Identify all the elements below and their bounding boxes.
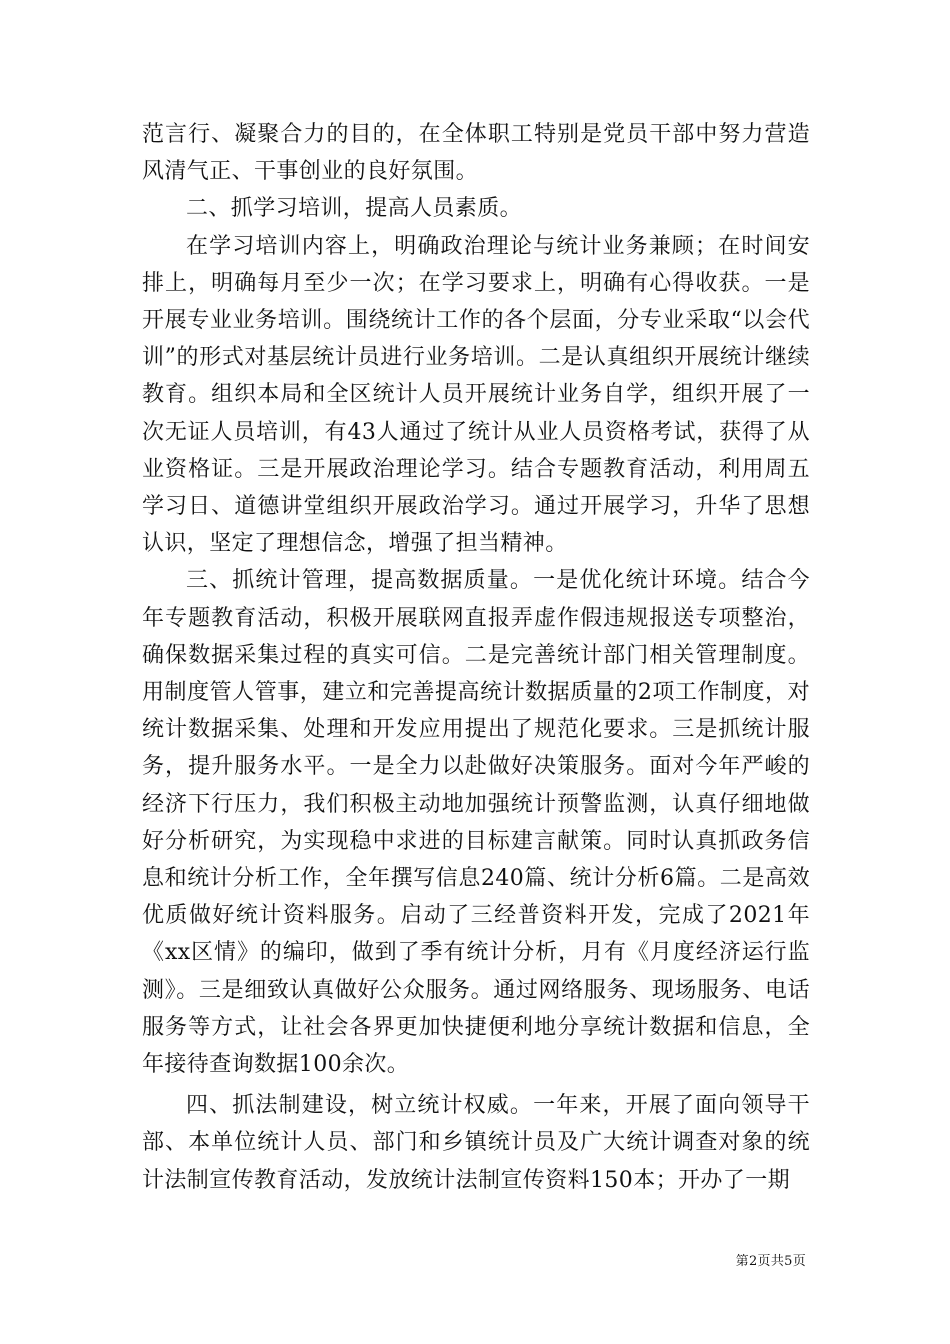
paragraph-management: 三、抓统计管理，提高数据质量。一是优化统计环境。结合今年专题教育活动，积极开展联网直报弄虚作假违规报送专项整治，确保数据采集过程的真实可信。二是完善统计部门相关管理制度。用制度管人管事，建立和完善提高统计数据质量的2项工作制度，对统计数据采集、处理和开发应用提出了规范化要求。三是抓统计服务，提升服务水平。一是全力以赴做好决策服务。面对今年严峻的经济下行压力，我们积极主动地加强统计预警监测，认真仔细地做好分析研究，为实现稳中求进的目标建言献策。同时认真抓政务信息和统计分析工作，全年撰写信息240篇、统计分析6篇。二是高效优质做好统计资料服务。启动了三经普资料开发，完成了2021年《xx区情》的编印，做到了季有统计分析，月有《月度经济运行监测》。三是细致认真做好公众服务。通过网络服务、现场服务、电话服务等方式，让社会各界更加快捷便利地分享统计数据和信息，全年接待查询数据100余次。 bbox=[142, 568, 810, 1078]
paragraph-legal: 四、抓法制建设，树立统计权威。一年来，开展了面向领导干部、本单位统计人员、部门和乡镇统计员及广大统计调查对象的统计法制宣传教育活动，发放统计法制宣传资料150本；开办了一期 bbox=[142, 1093, 810, 1193]
section-heading-two: 二、抓学习培训，提高人员素质。 bbox=[186, 196, 523, 222]
document-body bbox=[142, 116, 810, 1199]
paragraph-training: 在学习培训内容上，明确政治理论与统计业务兼顾；在时间安排上，明确每月至少一次；在学习要求上，明确有心得收获。一是开展专业业务培训。围绕统计工作的各个层面，分专业采取“以会代训”的形式对基层统计员进行业务培训。二是认真组织开展统计继续教育。组织本局和全区统计人员开展统计业务自学，组织开展了一次无证人员培训，有43人通过了统计从业人员资格考试，获得了从业资格证。三是开展政治理论学习。结合专题教育活动，利用周五学习日、道德讲堂组织开展政治学习。通过开展学习，升华了思想认识，坚定了理想信念，增强了担当精神。 bbox=[142, 233, 810, 557]
paragraph-continuation: 范言行、凝聚合力的目的，在全体职工特别是党员干部中努力营造风清气正、干事创业的良好氛围。 bbox=[142, 122, 810, 185]
page-number: 第2页共5页 bbox=[735, 1254, 806, 1269]
